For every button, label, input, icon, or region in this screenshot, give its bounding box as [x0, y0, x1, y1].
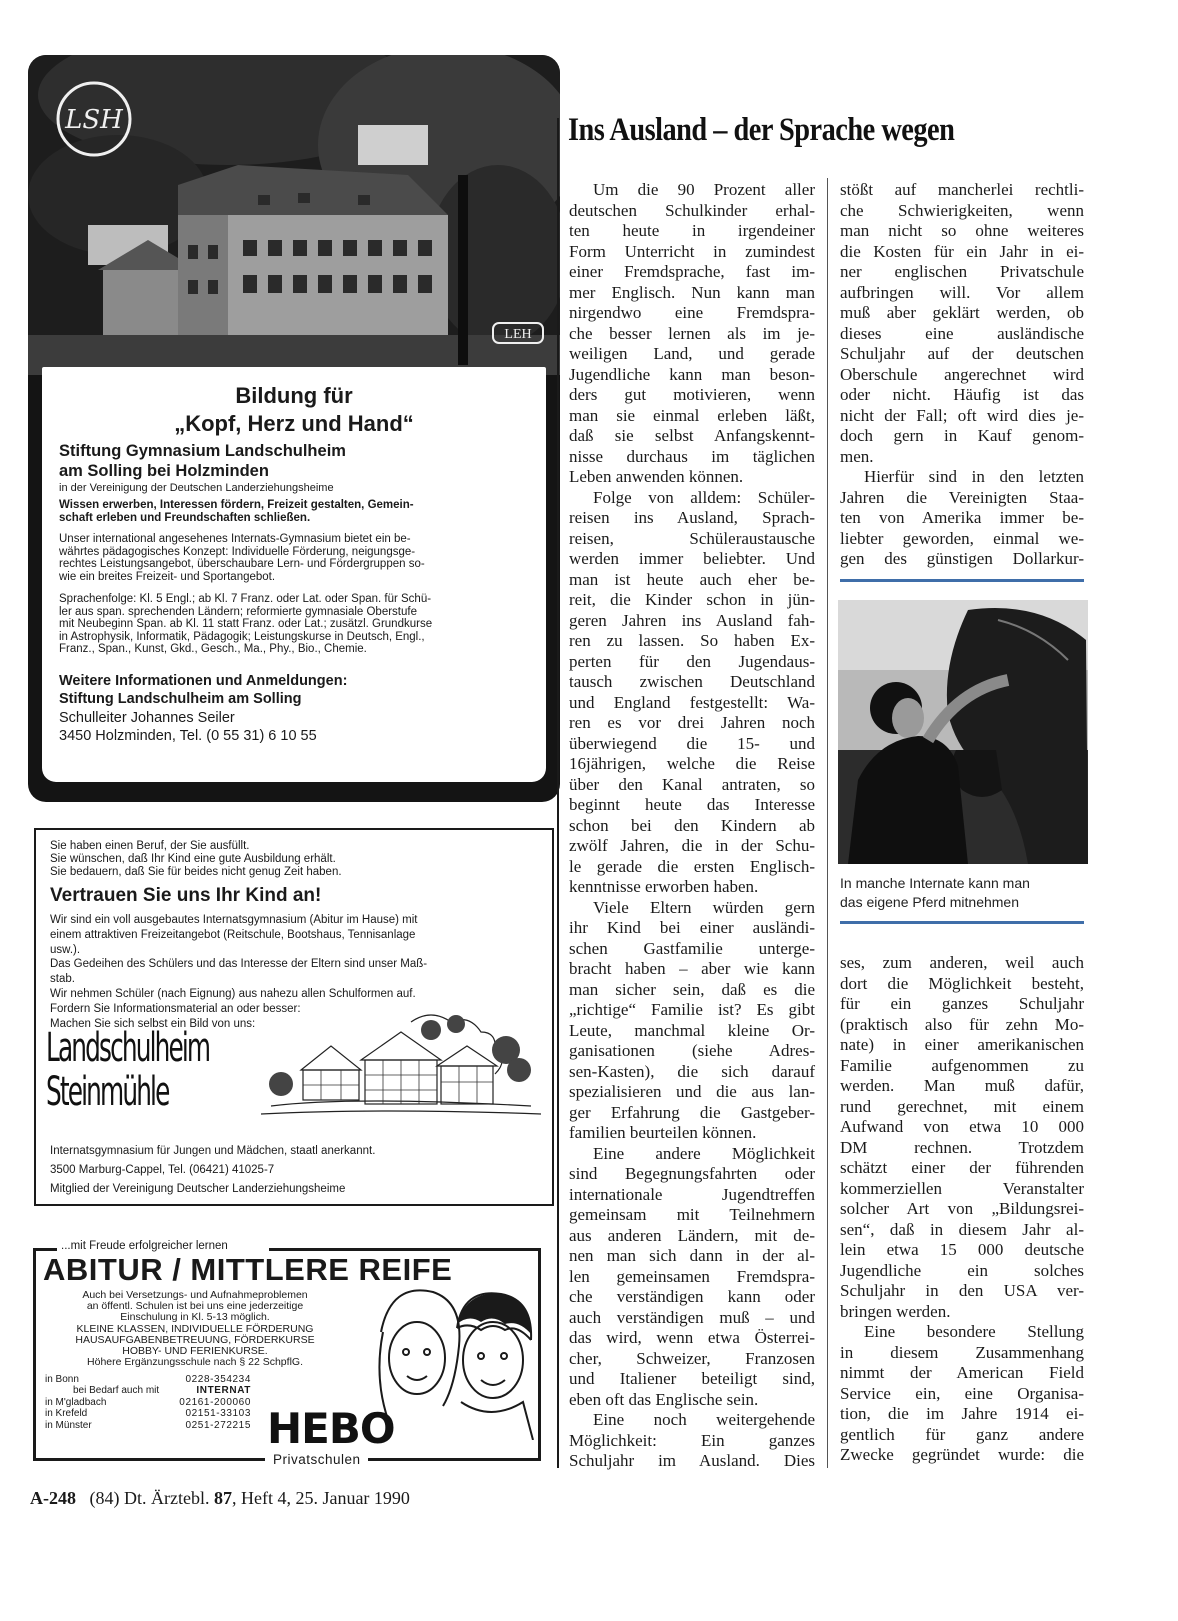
lsh-languages-line: Franz., Span., Kunst, Gkd., Gesch., Ma., Phy., Bio., Chemie.: [59, 643, 367, 655]
article-text-line: ner englischen Privatschule: [840, 262, 1084, 281]
article-text-line: und England festgestellt: Wa-: [569, 692, 815, 712]
article-text-line: man ist heute auch eher be-: [569, 569, 815, 589]
lsh-title-line2: „Kopf, Herz und Hand“: [174, 411, 414, 436]
article-text-line: Viele Eltern würden gern: [593, 897, 815, 917]
article-text-line: sind Begegnungsfahrten oder: [569, 1164, 815, 1183]
article-text-line: stößt auf mancherlei rechtli-: [840, 180, 1084, 199]
hebo-location-city: in Münster: [45, 1419, 92, 1431]
hebo-body-line: HOBBY- UND FERIENKURSE.: [122, 1345, 268, 1358]
article-text-line: Möglichkeit: Ein ganzes: [569, 1430, 815, 1450]
article-text-line: nisse durchaus im täglichen: [569, 446, 815, 466]
hebo-body-line: Einschulung in Kl. 5-13 möglich.: [120, 1311, 270, 1324]
article-text-line: reisen ins Ausland, Sprach-: [569, 508, 815, 527]
steinmuehle-intro-line: Sie bedauern, daß Sie für beides nicht genug Zeit haben.: [50, 866, 342, 878]
article-text-line: Eine besondere Stellung: [864, 1322, 1084, 1341]
hebo-location-phone: 02151-33103: [185, 1408, 251, 1420]
hebo-locations: [45, 1374, 251, 1431]
article-text-line: Eine andere Möglichkeit: [593, 1143, 815, 1163]
article-text-line: che verständigen kann oder: [569, 1287, 815, 1306]
article-text-line: die Kosten für ein Jahr in ei-: [840, 241, 1084, 261]
article-text-line: man sicher sein, daß es die: [569, 979, 815, 999]
lsh-languages-line: in Astrophysik, Informatik, Pädagogik; Leistungskurse in Deutsch, Engl.,: [59, 630, 425, 643]
lsh-advertisement: [28, 55, 560, 802]
steinmuehle-brand: Landschulheim Steinmühle: [46, 1025, 210, 1115]
article-text-line: lein etwa 15 000 deutsche: [840, 1240, 1084, 1259]
article-text-line: Zwecke gegründet wurde: die: [840, 1445, 1084, 1464]
hebo-headline: ABITUR / MITTLERE REIFE: [43, 1252, 453, 1287]
article-text-line: 16jährigen, welche die Reise: [569, 754, 815, 773]
steinmuehle-advertisement: [34, 828, 554, 1206]
article-text-line: kenntnisse erworben haben.: [569, 877, 759, 896]
article-text-line: eben oft das Englische sein.: [569, 1389, 759, 1409]
lsh-motto: Wissen erwerben, Interessen fördern, Freizeit gestalten, Gemein- schaft erleben und Freundschaften schließen.: [59, 499, 414, 524]
article-text-line: rund gerechnet, mit einem: [840, 1096, 1084, 1116]
hebo-body-line: Höhere Ergänzungsschule nach § 22 SchpflG.: [87, 1356, 303, 1369]
lsh-languages-text: [59, 593, 432, 656]
svg-text:LEH: LEH: [504, 327, 532, 342]
article-text-line: le gerade die ersten Englisch-: [569, 856, 815, 876]
article-text-line: len gemeinsamen Fremdspra-: [569, 1266, 815, 1286]
article-text-line: liebter geworden, einmal we-: [840, 528, 1084, 548]
article-text-line: sen“, daß in diesem Jahr al-: [840, 1219, 1084, 1239]
steinmuehle-footer-line: Mitglied der Vereinigung Deutscher Landerziehungsheime: [50, 1183, 346, 1195]
svg-text:LSH: LSH: [65, 105, 123, 135]
hebo-logo-subtitle: Privatschulen: [273, 1452, 361, 1467]
article-text-line: Oberschule angerechnet wird: [840, 364, 1084, 384]
article-text-line: gemeinsam mit Teilnehmern: [569, 1205, 815, 1224]
article-text-line: einer Fremdsprache, fast im-: [569, 262, 815, 281]
article-text-line: solcher Art von „Bildungsrei-: [840, 1199, 1084, 1218]
article-text-line: Jugendliche ein solches: [840, 1260, 1084, 1280]
steinmuehle-body-line: Das Gedeihen des Schülers und das Interesse der Eltern sind unser Maß-: [50, 958, 428, 971]
column-divider: [827, 178, 828, 1468]
hebo-body-line: an öffentl. Schulen ist bei uns eine jederzeitige: [86, 1300, 304, 1313]
article-text-line: schon bei den Kindern ab: [569, 815, 815, 835]
article-text-line: deutschen Schulkinder erhal-: [569, 200, 815, 220]
article-text-line: sen-Kasten), die sich darauf: [569, 1061, 815, 1081]
hebo-location-phone: 0251-272215: [185, 1419, 251, 1431]
hebo-body-line: KLEINE KLASSEN, INDIVIDUELLE FÖRDERUNG: [76, 1322, 314, 1335]
article-text-line: man sie einmal erleben läßt,: [569, 405, 815, 425]
hebo-location-city: in M'gladbach: [45, 1396, 107, 1408]
article-text-line: (praktisch also für zehn Mo-: [840, 1014, 1084, 1034]
lsh-intro-text: [59, 533, 425, 583]
lsh-intro-line: rechtes Leistungsangebot, überschaubare Lern- und Fördergruppen so-: [59, 558, 425, 570]
article-text-line: Schuljahr im Ausland. Dies: [569, 1451, 815, 1470]
steinmuehle-intro-line: Sie haben einen Beruf, der Sie ausfüllt.: [50, 840, 250, 852]
article-text-line: Form Unterricht in zumindest: [569, 241, 815, 261]
article-text-line: reit, die Kinder schon in jün-: [569, 590, 815, 609]
article-text-line: spezialisieren und die aus lan-: [569, 1082, 815, 1101]
article-text-line: zwölf Jahren, die in der Schu-: [569, 836, 815, 855]
article-text-line: mer Englisch. Nun kann man: [569, 282, 815, 302]
article-text-line: in diesem Zusammenhang: [840, 1342, 1084, 1362]
article-text-line: dieses eine ausländische: [840, 323, 1084, 343]
article-text-line: che besser lernen als im je-: [569, 323, 815, 343]
hebo-location-row: [45, 1385, 251, 1396]
lsh-contact-address: Schulleiter Johannes Seiler 3450 Holzminden, Tel. (0 55 31) 6 10 55: [59, 710, 317, 744]
photo-caption: In manche Internate kann man das eigene Pferd mitnehmen: [840, 875, 1030, 910]
lsh-intro-line: wie ein breites Freizeit- und Sportangebot.: [59, 570, 276, 583]
hebo-location-row: [45, 1397, 251, 1408]
article-text-line: geren Jahren ins Ausland fah-: [569, 610, 815, 630]
page-number: A-248: [30, 1488, 76, 1508]
article-text-line: reisen, Schüleraustausche: [569, 528, 815, 548]
article-text-line: cher, Schweizer, Franzosen: [569, 1348, 815, 1368]
photo-rule: [840, 921, 1084, 924]
article-text-line: ihr Kind bei einer ausländi-: [569, 918, 815, 937]
article-text-line: ten von Amerika immer be-: [840, 508, 1084, 527]
steinmuehle-footer-line: 3500 Marburg-Cappel, Tel. (06421) 41025-7: [50, 1164, 275, 1176]
steinmuehle-body-line: Wir sind ein voll ausgebautes Internatsgymnasium (Abitur im Hause) mit: [50, 914, 418, 926]
school-building-photo: [28, 55, 560, 375]
hebo-location-phone: 02161-200060: [179, 1396, 251, 1408]
article-text-line: das wird, wenn etwa Österrei-: [569, 1328, 815, 1347]
hebo-body-line: HAUSAUFGABENBETREUUNG, FÖRDERKURSE: [75, 1333, 315, 1346]
steinmuehle-headline: Vertrauen Sie uns Ihr Kind an!: [50, 885, 322, 906]
lsh-languages-line: mit Neubeginn Span. ab Kl. 11 statt Franz. oder Lat.; zusätzl. Grundkurse: [59, 618, 433, 630]
article-text-line: Um die 90 Prozent aller: [593, 180, 815, 199]
steinmuehle-intro: [50, 840, 342, 879]
lsh-org-name: Stiftung Gymnasium Landschulheim am Solling bei Holzminden: [59, 442, 346, 480]
hebo-location-phone: 0228-354234: [185, 1374, 251, 1385]
steinmuehle-body-line: einem attraktiven Freizeitangebot (Reitschule, Bootshaus, Tennisanlage: [50, 928, 416, 941]
article-text-line: aus anderen Ländern, mit de-: [569, 1225, 815, 1245]
article-text-line: Schuljahr in den USA ver-: [840, 1281, 1084, 1300]
hebo-body-line: Auch bei Versetzungs- und Aufnahmeproblemen: [82, 1289, 308, 1301]
article-text-line: DM rechnen. Trotzdem: [840, 1137, 1084, 1157]
hebo-location-phone: INTERNAT: [196, 1385, 251, 1397]
article-text-line: werden. Man muß dafür,: [840, 1076, 1084, 1095]
steinmuehle-intro-line: Sie wünschen, daß Ihr Kind eine gute Ausbildung erhält.: [50, 853, 336, 865]
article-text-line: nirgendwo eine Fremdspra-: [569, 303, 815, 322]
article-text-line: ten heute in irgendeiner: [569, 221, 815, 240]
article-text-line: beginnt heute das Interesse: [569, 795, 815, 814]
column-divider: [557, 118, 559, 1468]
article-text-line: dort die Möglichkeit besteht,: [840, 973, 1084, 993]
article-text-line: Familie aufgenommen zu: [840, 1055, 1084, 1075]
article-text-line: „richtige“ Familie ist? Es gibt: [569, 1000, 815, 1019]
article-text-line: gen des günstigen Dollarkur-: [840, 549, 1084, 568]
hebo-location-row: [45, 1408, 251, 1419]
article-text-line: ganisationen (siehe Adres-: [569, 1041, 815, 1060]
article-text-line: Leute, manchmal kleine Or-: [569, 1020, 815, 1040]
article-text-line: ren zu lassen. So haben Ex-: [569, 631, 815, 650]
lsh-intro-line: Unser international angesehenes Internats-Gymnasium bietet ein be-: [59, 533, 411, 545]
article-text-line: auch verständigen muß – und: [569, 1307, 815, 1327]
article-text-line: Jahren die Vereinigten Staa-: [840, 487, 1084, 507]
article-text-line: Eine noch weitergehende: [593, 1410, 815, 1429]
hebo-advertisement: [33, 1240, 543, 1468]
article-text-line: bringen werden.: [840, 1301, 951, 1321]
article-text-line: che Schwierigkeiten, wenn: [840, 200, 1084, 220]
article-column-1: [569, 180, 815, 1472]
article-text-line: nimmt der American Field: [840, 1363, 1084, 1382]
lsh-contact-heading: Weitere Informationen und Anmeldungen: Stiftung Landschulheim am Solling: [59, 673, 348, 707]
lsh-intro-line: währtes pädagogisches Konzept: Individuelle Förderung, neigungsge-: [59, 545, 416, 558]
article-text-line: tion, die im Jahre 1914 ei-: [840, 1404, 1084, 1423]
article-headline: Ins Ausland – der Sprache wegen: [568, 112, 955, 148]
citation-volume: 87: [213, 1488, 232, 1508]
article-text-line: Jugendliche kann man beson-: [569, 364, 815, 384]
article-text-line: aufbringen will. Vor allem: [840, 282, 1084, 302]
steinmuehle-footer-line: Internatsgymnasium für Jungen und Mädchen, staatl anerkannt.: [50, 1145, 376, 1157]
citation-suffix: , Heft 4, 25. Januar 1990: [231, 1488, 410, 1508]
article-text-line: Schuljahr auf der deutschen: [840, 344, 1084, 363]
horse-photo: [838, 600, 1088, 864]
article-text-line: überwiegend die 15- und: [569, 733, 815, 753]
article-text-line: internationale Jugendtreffen: [569, 1184, 815, 1204]
hebo-location-city: in Bonn: [45, 1374, 79, 1385]
article-text-line: Hierfür sind in den letzten: [864, 467, 1084, 486]
article-text-line: Aufwand von etwa 10 000: [840, 1117, 1084, 1136]
article-text-line: schätzt einer der führenden: [840, 1158, 1084, 1177]
article-text-line: Leben anwenden können.: [569, 467, 744, 486]
article-text-line: men.: [840, 446, 874, 466]
article-text-line: nicht der Fall; oft wird dies je-: [840, 405, 1084, 425]
article-text-line: über den Kanal antraten, so: [569, 774, 815, 794]
article-column-2-bottom: [840, 953, 1084, 1466]
steinmuehle-village-illustration: [261, 1010, 541, 1122]
article-text-line: kommerziellen Veranstalter: [840, 1178, 1084, 1198]
article-text-line: gentlich für ganz andere: [840, 1424, 1084, 1444]
article-text-line: nate) in einer amerikanischen: [840, 1035, 1084, 1054]
lsh-member-note: in der Vereinigung der Deutschen Landerziehungsheime: [59, 482, 334, 494]
article-text-line: und Italiener beteiligt sind,: [569, 1369, 815, 1388]
article-text-line: perten für den Jugendaus-: [569, 651, 815, 671]
article-text-line: schen Gastfamilie unterge-: [569, 938, 815, 958]
hebo-location-row: [45, 1374, 251, 1385]
article-text-line: doch gern in Kauf genom-: [840, 426, 1084, 445]
steinmuehle-footer: [50, 1142, 375, 1199]
article-text-line: ders gut motivieren, wenn: [569, 385, 815, 404]
hebo-location-city: in Krefeld: [45, 1408, 88, 1420]
article-text-line: ger Erfahrung die Gastgeber-: [569, 1102, 815, 1122]
lsh-languages-line: Sprachenfolge: Kl. 5 Engl.; ab Kl. 7 Franz. oder Lat. oder Span. für Schü-: [59, 593, 432, 605]
article-text-line: bracht haben – aber wie kann: [569, 959, 815, 978]
photo-rule: [840, 579, 1084, 582]
lsh-info-box: [42, 367, 546, 782]
hebo-body: [45, 1290, 345, 1368]
lsh-title-line1: Bildung für: [235, 383, 353, 408]
hebo-logo: HEBO: [267, 1404, 395, 1453]
article-text-line: muß aber geklärt werden, ob: [840, 303, 1084, 322]
article-text-line: tausch zwischen Deutschland: [569, 672, 815, 691]
article-column-2-top: [840, 180, 1084, 570]
hebo-tagline: ...mit Freude erfolgreicher lernen: [61, 1240, 228, 1252]
hebo-location-row: [45, 1420, 251, 1431]
steinmuehle-body-line: Wir nehmen Schüler (nach Eignung) aus nahezu allen Schulformen auf.: [50, 987, 416, 1000]
steinmuehle-body-line: Fordern Sie Informationsmaterial an oder besser:: [50, 1002, 301, 1015]
article-text-line: ses, zum anderen, weil auch: [840, 953, 1084, 972]
article-text-line: weiligen Land, und gerade: [569, 344, 815, 363]
article-text-line: oder nicht. Häufig ist das: [840, 385, 1084, 404]
lsh-languages-line: ler aus span. sprechenden Ländern; reformierte gymnasiale Oberstufe: [59, 605, 417, 618]
article-text-line: Service ein, eine Organisa-: [840, 1383, 1084, 1403]
article-text-line: familien beurteilen können.: [569, 1123, 757, 1142]
page-footer: [30, 1488, 410, 1509]
article-text-line: Folge von alldem: Schüler-: [593, 487, 815, 507]
article-text-line: werden immer beliebter. Und: [569, 549, 815, 568]
citation-prefix: (84) Dt. Ärztebl.: [89, 1488, 214, 1508]
steinmuehle-body-line: usw.).: [50, 943, 81, 956]
steinmuehle-body-line: Machen Sie sich selbst ein Bild von uns:: [50, 1017, 256, 1030]
article-text-line: nen man sich dann in der al-: [569, 1246, 815, 1265]
hebo-location-city: bei Bedarf auch mit: [73, 1385, 160, 1397]
article-text-line: man nicht so ohne weiteres: [840, 221, 1084, 240]
article-text-line: daß sie selbst Anfangskennt-: [569, 426, 815, 445]
steinmuehle-body-line: stab.: [50, 973, 75, 986]
article-text-line: für ein ganzes Schuljahr: [840, 994, 1084, 1013]
article-text-line: ren es vor drei Jahren noch: [569, 713, 815, 732]
